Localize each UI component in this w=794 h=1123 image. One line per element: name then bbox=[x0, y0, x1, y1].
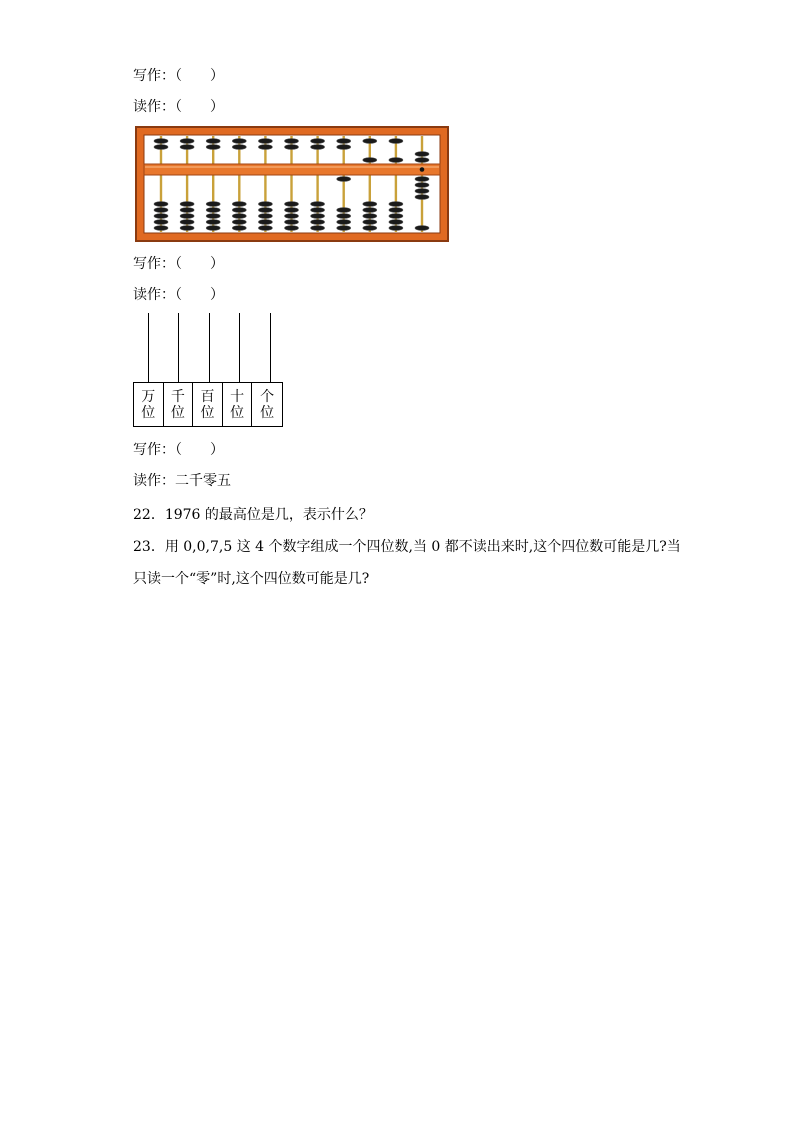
abacus-bead bbox=[285, 220, 299, 225]
abacus-bead bbox=[311, 220, 325, 225]
abacus-bead bbox=[363, 226, 377, 231]
abacus-bead bbox=[258, 145, 272, 150]
abacus-bead bbox=[337, 208, 351, 213]
abacus-bead bbox=[154, 145, 168, 150]
place-cell-ge: 个 位 bbox=[260, 388, 275, 421]
abacus-bead bbox=[154, 214, 168, 219]
place-cell-wan: 万 位 bbox=[134, 383, 164, 426]
abacus-bead bbox=[206, 214, 220, 219]
abacus-bead bbox=[206, 208, 220, 213]
question-22: 22．1976 的最高位是几，表示什么？ bbox=[133, 507, 373, 523]
abacus-bead bbox=[206, 202, 220, 207]
abacus-bead bbox=[337, 220, 351, 225]
question-23-line-2: 只读一个“零”时,这个四位数可能是几? bbox=[133, 571, 370, 587]
question-23-line-1: 23．用 0,0,7,5 这 4 个数字组成一个四位数,当 0 都不读出来时,这个四位数可能是几?当 bbox=[133, 539, 681, 555]
abacus-bead bbox=[232, 208, 246, 213]
abacus-bead bbox=[389, 158, 403, 163]
abacus-bead bbox=[258, 214, 272, 219]
abacus-bead bbox=[311, 145, 325, 150]
abacus-bead bbox=[363, 208, 377, 213]
unit-dot bbox=[420, 167, 425, 172]
write-line-1: 写作：（ ） bbox=[133, 68, 224, 84]
abacus-bead bbox=[389, 139, 403, 144]
abacus-bead bbox=[285, 208, 299, 213]
abacus-bead bbox=[337, 214, 351, 219]
abacus-bead bbox=[415, 189, 429, 194]
abacus-bead bbox=[285, 145, 299, 150]
abacus-bead bbox=[363, 158, 377, 163]
abacus-bead bbox=[258, 208, 272, 213]
abacus-bead bbox=[206, 220, 220, 225]
counter-rod bbox=[148, 313, 149, 382]
abacus-bead bbox=[415, 152, 429, 157]
abacus-bead bbox=[311, 139, 325, 144]
abacus-bead bbox=[285, 226, 299, 231]
counter-rod bbox=[239, 313, 240, 382]
abacus-bead bbox=[180, 226, 194, 231]
abacus-bead bbox=[258, 226, 272, 231]
abacus-bead bbox=[337, 177, 351, 182]
abacus-bead bbox=[415, 183, 429, 188]
abacus-bead bbox=[180, 202, 194, 207]
abacus-bead bbox=[232, 214, 246, 219]
abacus-bead bbox=[311, 202, 325, 207]
abacus-bead bbox=[258, 220, 272, 225]
abacus-bead bbox=[415, 195, 429, 200]
place-cell-shi: 十 位 bbox=[223, 383, 253, 426]
abacus-bead bbox=[206, 145, 220, 150]
abacus-bead bbox=[154, 220, 168, 225]
abacus-bead bbox=[389, 214, 403, 219]
abacus-bead bbox=[285, 214, 299, 219]
place-value-row bbox=[133, 382, 283, 427]
abacus-bead bbox=[258, 139, 272, 144]
abacus-bead bbox=[389, 220, 403, 225]
abacus-bead bbox=[206, 226, 220, 231]
abacus-bead bbox=[154, 202, 168, 207]
abacus-drawing bbox=[135, 126, 449, 242]
write-line-2: 写作：（ ） bbox=[133, 256, 224, 272]
abacus-bead bbox=[337, 226, 351, 231]
read-line-3: 读作：二千零五 bbox=[133, 473, 231, 489]
counter-rod bbox=[178, 313, 179, 382]
read-line-1: 读作：（ ） bbox=[133, 99, 224, 115]
counter-rod bbox=[270, 313, 271, 382]
counter-rod bbox=[209, 313, 210, 382]
abacus-bead bbox=[180, 145, 194, 150]
read-line-2: 读作：（ ） bbox=[133, 287, 224, 303]
abacus-bead bbox=[180, 139, 194, 144]
abacus-bead bbox=[285, 202, 299, 207]
abacus-beam bbox=[144, 164, 440, 175]
abacus-bead bbox=[311, 226, 325, 231]
abacus-bead bbox=[154, 208, 168, 213]
abacus-bead bbox=[180, 220, 194, 225]
abacus-bead bbox=[363, 139, 377, 144]
abacus-bead bbox=[415, 226, 429, 231]
abacus-bead bbox=[232, 139, 246, 144]
place-cell-bai: 百 位 bbox=[193, 383, 223, 426]
abacus-bead bbox=[337, 139, 351, 144]
abacus-bead bbox=[311, 214, 325, 219]
abacus-bead bbox=[311, 208, 325, 213]
abacus-bead bbox=[206, 139, 220, 144]
abacus-bead bbox=[389, 226, 403, 231]
abacus-bead bbox=[415, 158, 429, 163]
abacus-image bbox=[135, 126, 449, 242]
counting-frame bbox=[133, 313, 286, 427]
abacus-bead bbox=[154, 226, 168, 231]
abacus-bead bbox=[232, 226, 246, 231]
abacus-bead bbox=[180, 214, 194, 219]
abacus-bead bbox=[337, 145, 351, 150]
abacus-bead bbox=[389, 202, 403, 207]
place-cell-qian: 千 位 bbox=[164, 383, 194, 426]
abacus-bead bbox=[363, 220, 377, 225]
abacus-bead bbox=[285, 139, 299, 144]
abacus-bead bbox=[154, 139, 168, 144]
abacus-bead bbox=[363, 214, 377, 219]
abacus-bead bbox=[363, 202, 377, 207]
abacus-bead bbox=[258, 202, 272, 207]
abacus-bead bbox=[415, 177, 429, 182]
abacus-bead bbox=[232, 220, 246, 225]
write-line-3: 写作：（ ） bbox=[133, 442, 224, 458]
abacus-bead bbox=[232, 202, 246, 207]
abacus-bead bbox=[389, 208, 403, 213]
abacus-bead bbox=[180, 208, 194, 213]
abacus-bead bbox=[232, 145, 246, 150]
